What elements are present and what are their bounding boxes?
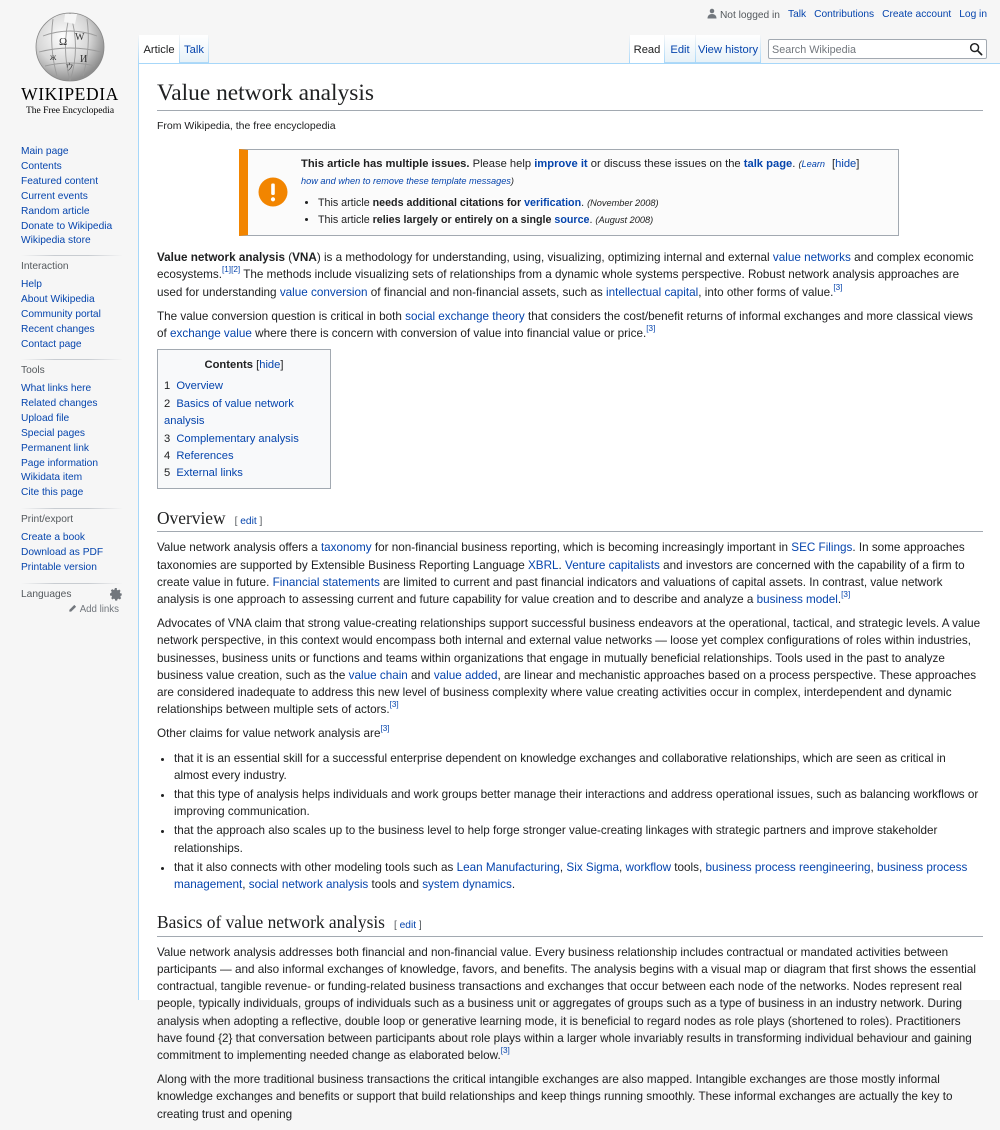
svg-text:Ω: Ω: [59, 36, 68, 48]
ref-3[interactable]: [3]: [833, 282, 843, 292]
link-financial-statements[interactable]: Financial statements: [272, 575, 380, 589]
basics-paragraph-2: Along with the more traditional business transactions the critical intangible exchanges are also mapped. Intangible exchanges are those mostly informal knowledge exchanges and benefits or support that build relationships and keep things running smoothly. These informal exchanges are actually the key to creating trust and opening: [157, 1073, 953, 1121]
sidebar-divider: [21, 255, 123, 256]
sidebar-item-create-book[interactable]: Create a book: [21, 532, 85, 543]
ref-1[interactable]: [1]: [221, 265, 232, 275]
not-logged-in-label: Not logged in: [719, 10, 780, 21]
section-heading-overview: Overview [ edit ]: [157, 507, 983, 533]
overview-paragraph-3: Other claims for value network analysis are[3]: [157, 724, 390, 741]
ambox-lead-2: or discuss these issues on the: [587, 158, 744, 171]
toc-title: Contents: [204, 359, 253, 372]
sidebar-item-random-article[interactable]: Random article: [21, 205, 90, 217]
sidebar-item-related-changes[interactable]: Related changes: [21, 397, 98, 409]
multiple-issues-box: [239, 149, 899, 236]
tab-article[interactable]: [139, 35, 179, 63]
toc-link-overview[interactable]: Overview: [176, 380, 223, 393]
sidebar-item-store[interactable]: Wikipedia store: [21, 235, 91, 247]
logo-wordmark: WIKIPEDIA: [21, 84, 119, 104]
tab-read-label: Read: [633, 44, 661, 56]
ref-3[interactable]: [3]: [380, 724, 390, 734]
sidebar-heading-languages: [21, 589, 126, 600]
sidebar-heading-interaction: Interaction: [21, 261, 69, 272]
toc-item[interactable]: [164, 378, 324, 395]
link-value-conversion[interactable]: value conversion: [279, 285, 368, 299]
issue-citations: • This article needs additional citations for verification. (November 2008): [318, 195, 826, 212]
sidebar-heading-print-export: Print/export: [21, 514, 74, 525]
sidebar-item-wikidata-item[interactable]: Wikidata item: [21, 472, 83, 484]
sidebar-item-page-information[interactable]: Page information: [21, 457, 99, 469]
sidebar-item-printable-version[interactable]: Printable version: [21, 561, 97, 573]
sidebar-item-upload-file[interactable]: Upload file: [21, 412, 70, 424]
puzzle-globe-icon: [35, 10, 105, 84]
tab-talk[interactable]: [180, 35, 208, 63]
table-of-contents: Contents [hide] 1 Overview 2 Basics of value network analysis 3 Complementary analysis 4 References 5 External links: [157, 349, 331, 488]
create-account-link[interactable]: Create account: [882, 9, 952, 20]
issue-2-date: (August 2008): [595, 214, 654, 225]
sidebar-item-featured-content[interactable]: Featured content: [21, 175, 99, 187]
sidebar-divider: [21, 583, 123, 584]
tab-read[interactable]: [630, 35, 664, 63]
gear-icon[interactable]: [110, 588, 123, 601]
link-business-model[interactable]: business model: [756, 592, 838, 606]
link-exchange-value[interactable]: exchange value: [170, 327, 252, 341]
toc-item[interactable]: [164, 431, 324, 448]
issue-1-date: (November 2008): [587, 197, 659, 208]
ref-3[interactable]: [3]: [500, 1046, 510, 1056]
ref-2[interactable]: [2]: [231, 265, 241, 275]
search-icon[interactable]: [969, 42, 983, 56]
link-bpm[interactable]: business process management: [174, 860, 968, 892]
sidebar-item-help[interactable]: Help: [21, 279, 42, 290]
link-sec-filings[interactable]: SEC Filings: [791, 541, 853, 555]
list-item: • that it also connects with other modeling tools such as Lean Manufacturing, Six Sigma, workflow tools, business process reengineering, business process management, social network analysis tools and system dynamics.: [174, 859, 983, 893]
tab-separator: [208, 35, 209, 63]
link-xbrl[interactable]: XBRL: [528, 558, 559, 572]
list-item: • that it is an essential skill for a successful enterprise dependent on knowledge exchanges and collaborative relationships, which are seen as critical in almost every industry.: [174, 750, 983, 784]
issue-1-pre: This article: [318, 196, 373, 209]
link-value-added[interactable]: value added: [433, 668, 498, 682]
overview-paragraph-2: Advocates of VNA claim that strong value-creating relationships support successful business endeavors at the operational, tactical, and strategic levels. A value network perspective, in this context would encompass both internal and external value networks — loose yet complex configurations of roles within industries, businesses, business units or functions and teams within organizations that engage in mutually beneficial relationships. Tools used in the past to analyze business value creation, such as the value chain and value added, are linear and mechanistic approaches based on a process perspective. These approaches are considered inadequate to address this new level of business complexity where value creating activities occur in complex, interdependent and dynamic relationships between multiple sets of actors.[3]: [157, 617, 981, 717]
wikipedia-logo[interactable]: [18, 10, 122, 122]
ref-3[interactable]: [3]: [646, 324, 656, 334]
add-links-link[interactable]: Add links: [79, 604, 119, 615]
page-title: Value network analysis: [157, 79, 983, 111]
learn-more-link[interactable]: Learn how and when to remove these template messages: [301, 159, 826, 187]
toc-link-complementary[interactable]: Complementary analysis: [176, 432, 299, 445]
edit-section-overview[interactable]: edit: [240, 515, 257, 527]
svg-text:W: W: [75, 32, 85, 43]
svg-text:ж: ж: [50, 52, 57, 62]
issue-2-bold: relies largely or entirely on a single: [372, 213, 555, 226]
section-heading-basics: Basics of value network analysis [ edit ]: [157, 911, 983, 937]
link-social-network-analysis[interactable]: social network analysis: [248, 878, 369, 892]
sidebar-divider: [21, 359, 123, 360]
content-area: [138, 63, 1000, 1121]
tab-article-label: Article: [143, 44, 175, 56]
list-item: • that the approach also scales up to the business level to help forge stronger value-creating linkages with strategic partners and improve stakeholder relationships.: [174, 822, 983, 856]
verification-link[interactable]: verification: [524, 196, 582, 209]
sidebar-item-main-page[interactable]: Main page: [21, 146, 69, 157]
svg-text:И: И: [80, 54, 88, 65]
search-input[interactable]: [769, 41, 959, 59]
overview-heading-text: Overview: [157, 507, 226, 528]
tab-separator: [760, 35, 761, 63]
tab-view-history[interactable]: [696, 35, 760, 63]
toc-item[interactable]: [164, 396, 324, 431]
link-venture-capitalists[interactable]: Venture capitalists: [565, 558, 660, 572]
search-box: [768, 39, 987, 59]
toc-number: 5: [164, 467, 171, 480]
languages-label: Languages: [21, 589, 72, 600]
logo-tagline: The Free Encyclopedia: [25, 105, 115, 116]
issue-2-pre: This article: [318, 213, 373, 226]
sidebar-print-export: [21, 514, 126, 576]
ambox-hide-link[interactable]: hide: [835, 158, 857, 171]
basics-heading-text: Basics of value network analysis: [157, 912, 385, 933]
improve-it-link[interactable]: improve it: [534, 158, 588, 171]
sidebar-item-download-pdf[interactable]: Download as PDF: [21, 546, 104, 558]
tab-edit[interactable]: [665, 35, 695, 63]
link-bpr[interactable]: business process reengineering: [705, 860, 871, 874]
toc-number: 4: [164, 449, 171, 462]
link-value-chain[interactable]: value chain: [348, 668, 408, 682]
sidebar-item-permanent-link[interactable]: Permanent link: [21, 442, 89, 454]
multiple-issues-text: This article has multiple issues. Please help improve it or discuss these issues on the talk page. (Learn how and when to remove these template messages) • This article needs additional citations for verification. (November 2008) • This article relies largely or entirely on a single source. (August 2008): [301, 156, 826, 228]
tab-talk-label: Talk: [184, 44, 204, 56]
link-value-networks[interactable]: value networks: [772, 251, 851, 265]
toc-item[interactable]: [164, 465, 324, 482]
pencil-icon: [68, 604, 77, 613]
sidebar-item-recent-changes[interactable]: Recent changes: [21, 323, 95, 335]
toc-link-external-links[interactable]: External links: [176, 467, 243, 480]
link-intellectual-capital[interactable]: intellectual capital: [605, 285, 699, 299]
sidebar-heading-tools: Tools: [21, 365, 45, 376]
toc-link-basics[interactable]: Basics of value network analysis: [164, 397, 294, 428]
site-subtitle: From Wikipedia, the free encyclopedia: [157, 120, 336, 133]
link-taxonomy[interactable]: taxonomy: [320, 541, 372, 555]
user-icon: [707, 8, 717, 19]
sidebar-item-contact-page[interactable]: Contact page: [21, 338, 82, 350]
ambox-hide-toggle: [hide]: [832, 158, 860, 171]
sidebar-tools: [21, 365, 126, 501]
ambox-lead-1: Please help: [469, 158, 535, 171]
tab-view-history-label: View history: [697, 44, 759, 56]
talk-page-link[interactable]: talk page: [743, 158, 793, 171]
link-workflow[interactable]: workflow: [625, 860, 672, 874]
sidebar-item-contents[interactable]: Contents: [21, 160, 62, 172]
list-item: • that this type of analysis helps individuals and work groups better manage their interactions and address operational issues, such as balancing workflows or improving communication.: [174, 786, 983, 820]
term-vna-bold: Value network analysis: [157, 251, 285, 265]
basics-paragraph-1: Value network analysis addresses both financial and non-financial value. Every business relationship includes contractual or mandated activities between participants — and also informal exchanges of knowledge, favors, and benefits. The analysis begins with a visual map or diagram that first shows the essential contractual, tangible revenue- or funding-related business transactions and exchanges that occur between each node of the networks. Nodes represent real people, typically individuals, groups of individuals such as a business unit or aggregates of groups such as a type of business in an industry network. During analysis when adopting a reflective, double loop or generative learning mode, it is beneficial to regard nodes as role plays (shortened to roles). Practitioners have found {2} that conversation between participants about role plays within a larger whole invariably results in transforming individual behaviour and gaining commitment to implementing needed change as elaborated below.[3]: [157, 945, 976, 1063]
personal-talk-link[interactable]: Talk: [787, 9, 807, 20]
sidebar-item-about[interactable]: About Wikipedia: [21, 293, 95, 305]
sidebar-divider: [21, 508, 123, 509]
toc-number: 2: [164, 397, 171, 410]
sidebar-item-cite-this-page[interactable]: Cite this page: [21, 487, 84, 499]
not-logged-in: [707, 8, 780, 21]
sidebar-item-current-events[interactable]: Current events: [21, 190, 88, 202]
toc-number: 1: [164, 380, 171, 393]
ambox-lead-bold: This article has multiple issues.: [301, 158, 470, 171]
lead-paragraph-2: The value conversion question is critical in both social exchange theory that considers the cost/benefit returns of informal exchanges and more classical views of exchange value where there is concern with conversion of value into financial value or price.[3]: [157, 309, 973, 341]
link-lean-manufacturing[interactable]: Lean Manufacturing: [456, 860, 560, 874]
source-link[interactable]: source: [554, 213, 590, 226]
sidebar-item-what-links-here[interactable]: What links here: [21, 383, 92, 394]
svg-text:ウ: ウ: [65, 62, 75, 72]
sidebar-interaction: [21, 261, 126, 353]
link-six-sigma[interactable]: Six Sigma: [566, 860, 620, 874]
ref-3[interactable]: [3]: [389, 700, 399, 710]
sidebar-languages: [21, 589, 126, 615]
sidebar-navigation: [21, 145, 126, 249]
personal-tools: [707, 8, 987, 21]
personal-contributions-link[interactable]: Contributions: [814, 9, 875, 20]
warning-icon: [258, 177, 288, 207]
toc-number: 3: [164, 432, 171, 445]
link-system-dynamics[interactable]: system dynamics: [422, 878, 512, 892]
claims-list: [157, 750, 983, 894]
acronym-vna: VNA: [292, 251, 317, 265]
sidebar-item-community-portal[interactable]: Community portal: [21, 308, 101, 320]
toc-hide-link[interactable]: hide: [259, 359, 281, 372]
edit-section-basics[interactable]: edit: [399, 920, 417, 932]
toc-item[interactable]: [164, 448, 324, 465]
sidebar-item-donate[interactable]: Donate to Wikipedia: [21, 220, 113, 232]
log-in-link[interactable]: Log in: [959, 9, 987, 20]
issue-single-source: • This article relies largely or entirely on a single source. (August 2008): [318, 212, 826, 229]
link-social-exchange-theory[interactable]: social exchange theory: [405, 309, 525, 323]
lead-paragraph-1: Value network analysis (VNA) is a methodology for understanding, using, visualizing, optimizing internal and external value networks and complex economic ecosystems.[1][2] The methods include visualizing sets of relationships from a dynamic whole systems perspective. Robust network analysis approaches are used for understanding value conversion of financial and non-financial assets, such as intellectual capital, into other forms of value.[3]: [157, 251, 974, 299]
sidebar-item-special-pages[interactable]: Special pages: [21, 427, 86, 439]
issue-1-bold: needs additional citations for: [372, 196, 525, 209]
tab-edit-label: Edit: [670, 44, 690, 56]
ref-3[interactable]: [3]: [841, 589, 851, 599]
overview-paragraph-1: Value network analysis offers a taxonomy for non-financial business reporting, which is becoming increasingly important in SEC Filings. In some approaches taxonomies are supported by Extensible Business Reporting Language XBRL. Venture capitalists and investors are concerned with the capability of a firm to create value in future. Financial statements are limited to current and past financial indicators and valuations of capital assets. In contrast, value network analysis is one approach to assessing current and future capability for value creation and to describe and analyze a business model.[3]: [157, 541, 965, 606]
toc-link-references[interactable]: References: [176, 449, 234, 462]
